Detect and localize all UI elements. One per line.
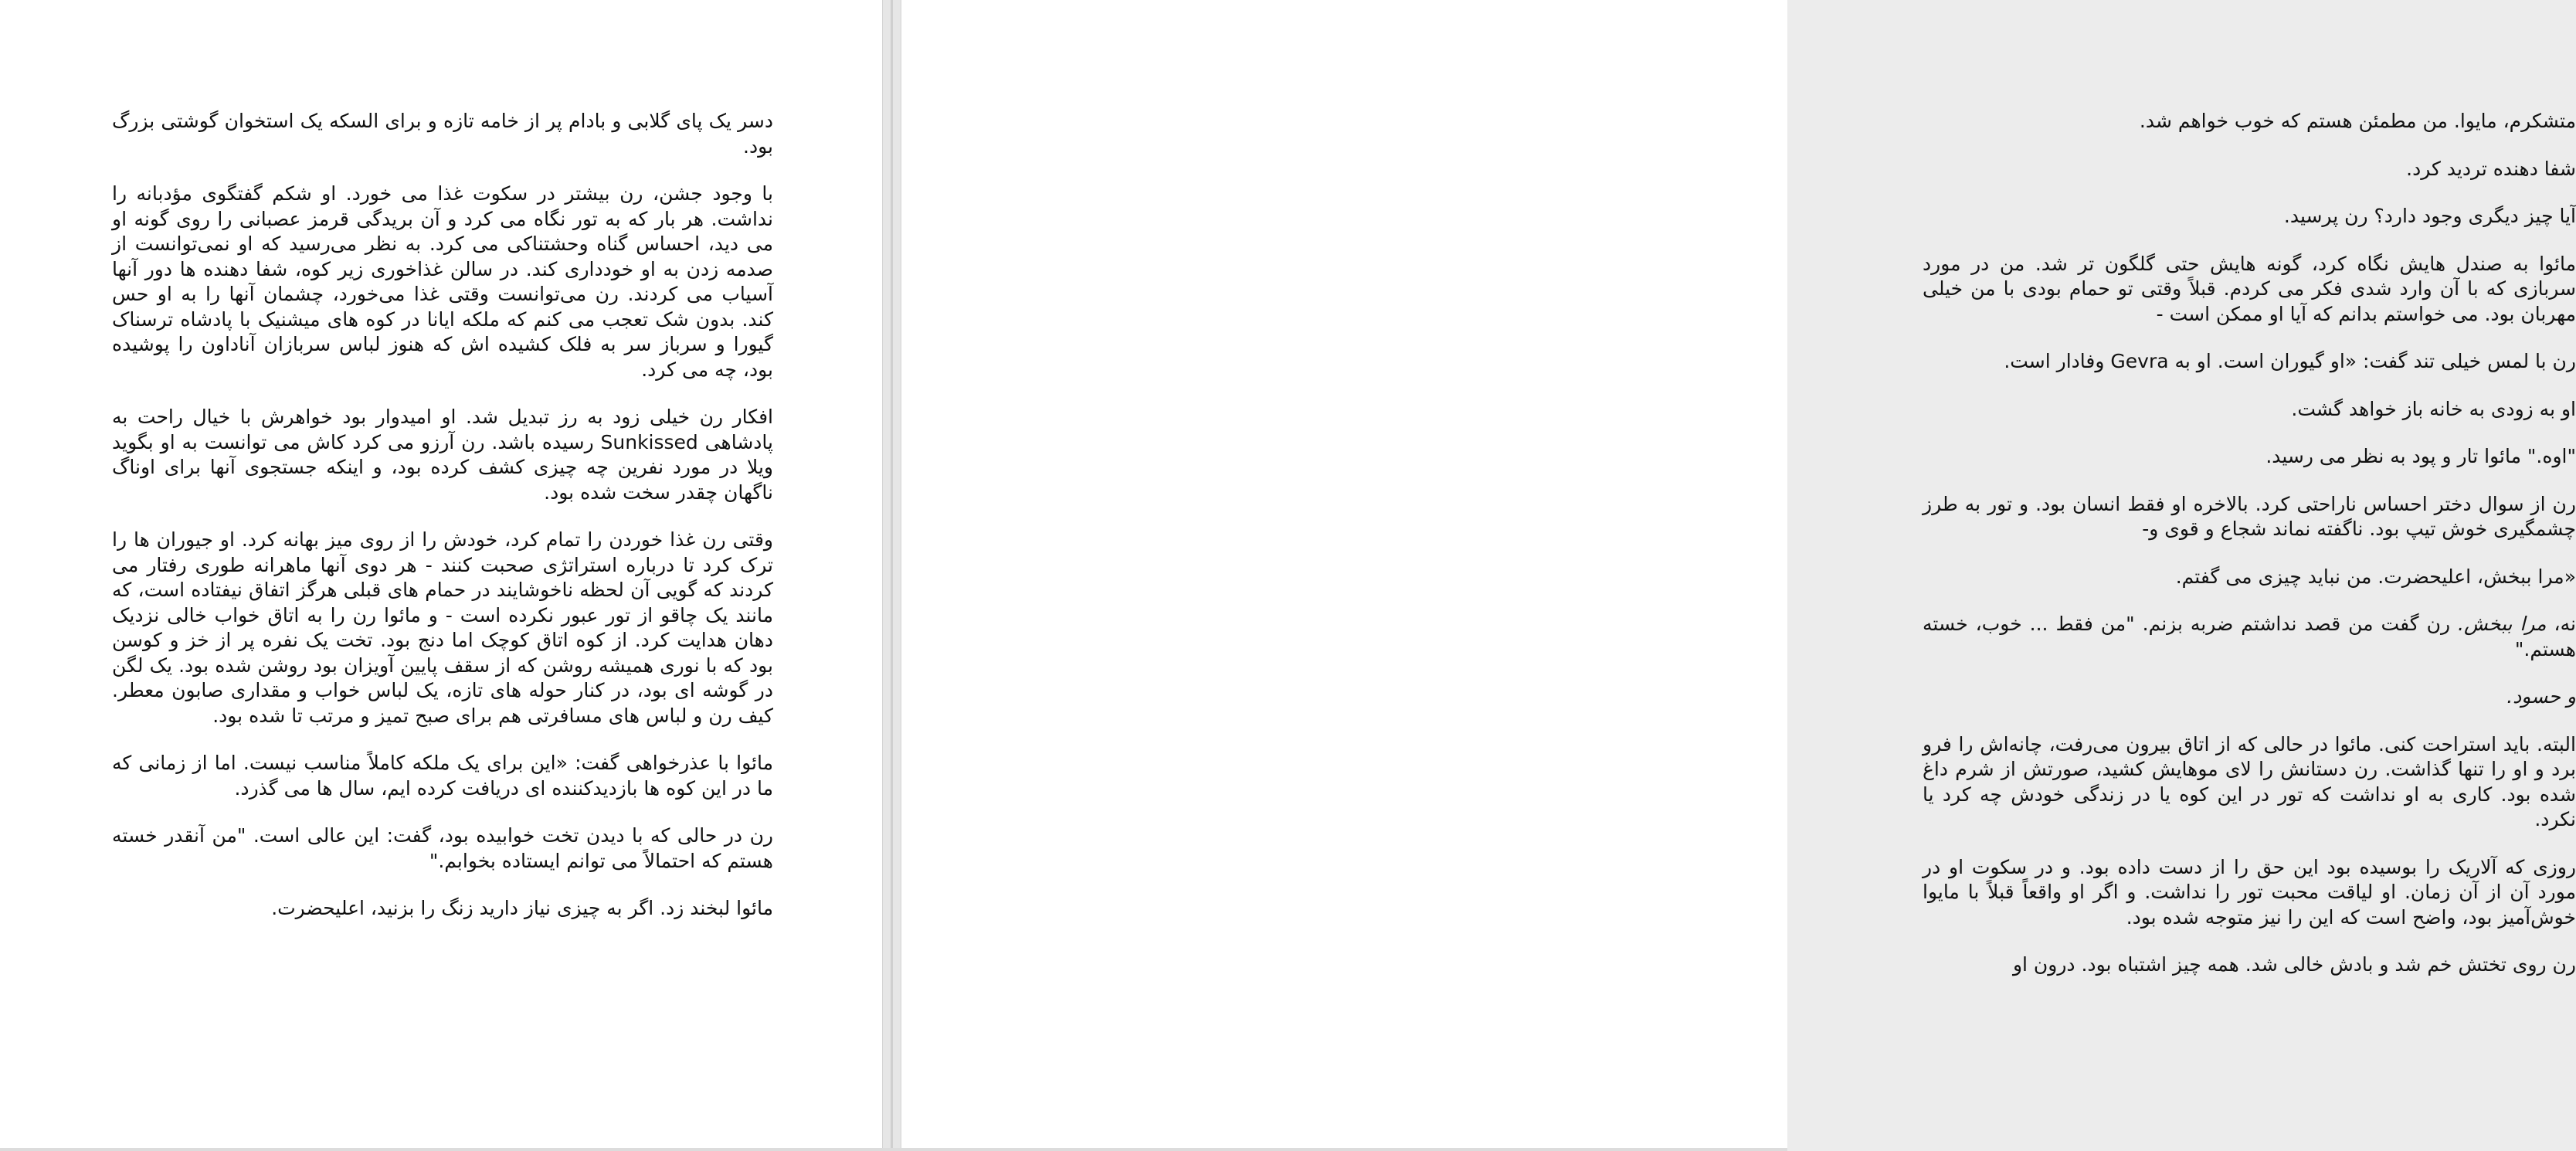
- paragraph: رن در حالی که با دیدن تخت خوابیده بود، گفت: این عالی است. "من آنقدر خسته هستم که احتمالاً می توانم ایستاده بخوابم.": [112, 824, 773, 872]
- paragraph-italic-text: مرا ببخش.: [2458, 613, 2547, 635]
- paragraph: دسر یک پای گلابی و بادام پر از خامه تازه و برای السکه یک استخوان گوشتی بزرگ بود.: [112, 110, 773, 158]
- bottom-edge: [0, 1148, 1787, 1151]
- paragraph: مائوا با عذرخواهی گفت: «این برای یک ملکه کاملاً مناسب نیست. اما از زمانی که ما در این کوه ها بازدیدکننده ای دریافت کرده ایم، سال ها می گذرد.: [112, 752, 773, 800]
- paragraph: رن از سوال دختر احساس ناراحتی کرد. بالاخره او فقط انسان بود. و تور به طرز چشمگیری خوش تیپ بود. ناگفته نماند شجاع و قوی و-: [1923, 492, 2576, 540]
- paragraph: مائوا لبخند زد. اگر به چیزی نیاز دارید زنگ را بزنید، اعلیحضرت.: [271, 897, 773, 919]
- right-page-text: [1923, 109, 2576, 1000]
- left-page-text: [112, 109, 773, 944]
- paragraph: او به زودی به خانه باز خواهد گشت.: [2291, 397, 2576, 420]
- paragraph-text: نه،: [2546, 613, 2576, 635]
- paragraph: روزی که آلاریک را بوسیده بود این حق را از دست داده بود. و در سکوت او در مورد آن از آن زمان. او لیاقت محبت تور را نداشت. و اگر او واقعاً قبلاً با مایوا خوش‌آمیز بود، واضح است که این را نیز متوجه شده بود.: [1923, 855, 2576, 929]
- paragraph: وقتی رن غذا خوردن را تمام کرد، خودش را از روی میز بهانه کرد. او جیوران ها را ترک کرد تا درباره استراتژی صحبت کنند - هر دوی آنها ماهرانه طوری رفتار می کردند که گویی آن لحظه ناخوشایند در حمام های قبلی هرگز اتفاق نیفتاده است، که مانند یک چاقو از تور عبور نکرده است - و مائوا رن را به اتاق خواب خالی نزدیک دهان هدایت کرد. از کوه اتاق کوچک اما دنج بود. تخت یک نفره پر از خز و کوسن بود که با نوری همیشه روشن که از سقف پایین آویزان بود روشن شده بود. یک لگن در گوشه ای بود، در کنار حوله های تازه، یک لباس خواب و مقداری صابون معطر. کیف رن و لباس های مسافرتی هم برای صبح تمیز و مرتب تا شده بود.: [112, 528, 773, 727]
- paragraph: با وجود جشن، رن بیشتر در سکوت غذا می خورد. او شکم گفتگوی مؤدبانه را نداشت. هر بار که به تور نگاه می کرد و آن بریدگی قرمز عصبانی را روی گونه او می دید، احساس گناه وحشتناکی می کرد. به نظر می‌رسید که او نمی‌توانست از صدمه زدن به او خودداری کند. در سالن غذاخوری زیر کوه، شفا دهنده ها دور آنها آسیاب می کردند. رن می‌توانست وقتی غذا می‌خورد، چشمان آنها را به او حس کند. بدون شک تعجب می کنم که ملکه ایانا در کوه های میشنیک با پادشاه ترسناک گیورا و سرباز سر به فلک کشیده اش که هنوز لباس سربازان آناداون را پوشیده بود، چه می کرد.: [112, 182, 773, 381]
- paragraph: شفا دهنده تردید کرد.: [2406, 157, 2576, 180]
- page-gutter: [883, 0, 901, 1151]
- paragraph: «مرا ببخش، اعلیحضرت. من نباید چیزی می گفتم.: [2175, 565, 2576, 588]
- paragraph: افکار رن خیلی زود به رز تبدیل شد. او امیدوار بود خواهرش با خیال راحت به پادشاهی Sunkissed رسیده باشد. رن آرزو می کرد کاش می توانست به او بگوید ویلا در مورد نفرین چه چیزی کشف کرده بود، و اینکه جستجوی آنها برای اوناگ ناگهان چقدر سخت شده بود.: [112, 406, 773, 504]
- gutter-divider: [891, 0, 893, 1151]
- paragraph: و حسود.: [2506, 685, 2576, 708]
- paragraph: متشکرم، مایوا. من مطمئن هستم که خوب خواهم شد.: [2139, 110, 2576, 132]
- paragraph: آیا چیز دیگری وجود دارد؟ رن پرسید.: [2283, 205, 2576, 227]
- paragraph: رن روی تختش خم شد و بادش خالی شد. همه چیز اشتباه بود. درون او: [2012, 953, 2576, 976]
- paragraph: مائوا به صندل هایش نگاه کرد، گونه هایش حتی گلگون تر شد. من در مورد سربازی که با آن وارد شدی فکر می کردم. قبلاً وقتی تو حمام بودی با من خیلی مهربان بود. می خواستم بدانم که آیا او ممکن است -: [1923, 252, 2576, 325]
- paragraph: رن با لمس خیلی تند گفت: «او گیوران است. او به Gevra وفادار است.: [2004, 350, 2576, 372]
- left-page: [0, 0, 883, 1148]
- paragraph: [1923, 612, 2576, 662]
- paragraph-text: رن گفت من قصد نداشتم ضربه بزنم. "من فقط ... خوب، خسته هستم.": [1923, 613, 2576, 660]
- right-page: [901, 0, 2576, 1148]
- paragraph: البته. باید استراحت کنی. مائوا در حالی که از اتاق بیرون می‌رفت، چانه‌اش را فرو برد و او را تنها گذاشت. رن دستانش را لای موهایش کشید، صورتش از شرم داغ شده بود. کاری به او نداشت که تور در این کوه یا در زندگی خودش چه کرد یا نکرد.: [1923, 732, 2576, 830]
- paragraph: "اوه." مائوا تار و پود به نظر می رسید.: [2265, 445, 2576, 467]
